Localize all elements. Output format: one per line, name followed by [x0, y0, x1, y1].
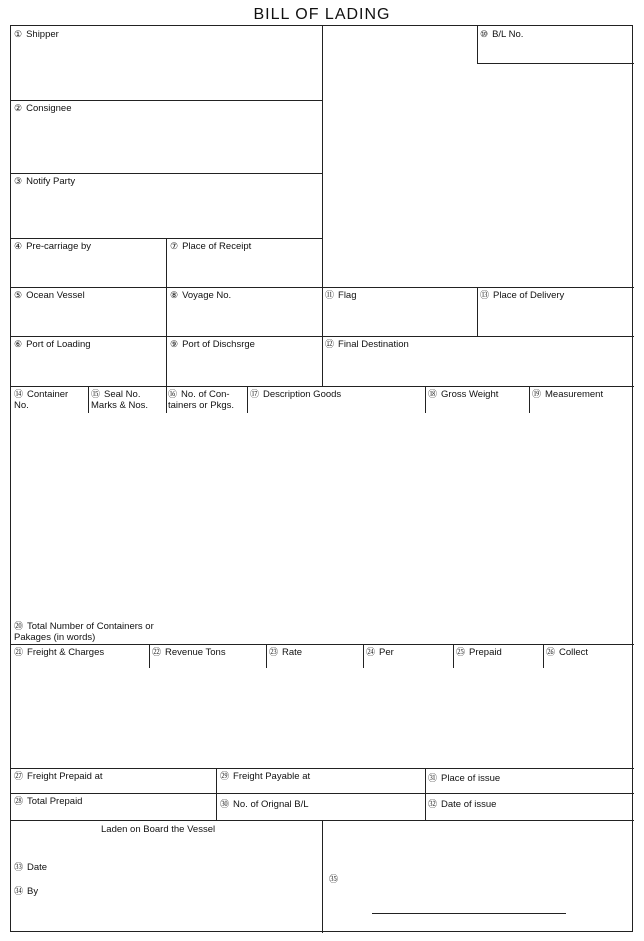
rule-freight-bottom	[11, 768, 634, 769]
document-title: BILL OF LADING	[253, 6, 391, 23]
field-measurement[interactable]: ⑲ Measurement	[532, 389, 604, 400]
field-freight-prepaid-at[interactable]: ㉗ Freight Prepaid at	[14, 771, 103, 782]
rule-payment-col1	[216, 768, 217, 820]
field-total-number[interactable]: ⑳ Total Number of Containers or Pakages (in words)	[14, 621, 154, 643]
rule-main-divider	[322, 26, 323, 386]
rule-shipper-bottom	[11, 100, 322, 101]
rule-freight-h2	[266, 644, 267, 668]
rule-goods-bottom	[11, 644, 634, 645]
rule-goods-h5	[529, 386, 530, 413]
field-final-destination[interactable]: ⑫ Final Destination	[325, 339, 409, 350]
field-revenue-tons[interactable]: ㉒ Revenue Tons	[152, 647, 226, 658]
field-date-of-issue[interactable]: ㉜ Date of issue	[428, 799, 497, 810]
field-shipper[interactable]: ① Shipper	[14, 29, 59, 40]
rule-freight-h5	[543, 644, 544, 668]
field-container-no[interactable]: ⑭ Container No.	[14, 389, 69, 411]
bill-of-lading-form	[10, 25, 633, 932]
field-pre-carriage[interactable]: ④ Pre-carriage by	[14, 241, 92, 252]
field-ocean-vessel[interactable]: ⑤ Ocean Vessel	[14, 290, 85, 301]
field-place-of-issue[interactable]: ㉛ Place of issue	[428, 773, 501, 784]
field-no-of-containers[interactable]: ⑯ No. of Con-tainers or Pkgs.	[168, 389, 234, 411]
field-notify-party[interactable]: ③ Notify Party	[14, 176, 76, 187]
rule-goods-h2	[166, 386, 167, 413]
field-per[interactable]: ㉔ Per	[366, 647, 394, 658]
field-place-of-receipt[interactable]: ⑦ Place of Receipt	[170, 241, 252, 252]
field-description-goods[interactable]: ⑰ Description Goods	[250, 389, 342, 400]
field-bl-no[interactable]: ⑩ B/L No.	[480, 29, 524, 40]
field-collect[interactable]: ㉖ Collect	[546, 647, 589, 658]
field-freight-payable-at[interactable]: ㉙ Freight Payable at	[220, 771, 311, 782]
rule-payment-col2	[425, 768, 426, 820]
field-flag[interactable]: ⑪ Flag	[325, 290, 357, 301]
field-voyage-no[interactable]: ⑧ Voyage No.	[170, 290, 232, 301]
field-signature[interactable]: ㉟	[329, 874, 339, 884]
rule-flag-divider	[477, 287, 478, 336]
field-rate[interactable]: ㉓ Rate	[269, 647, 303, 658]
signature-line	[372, 913, 566, 914]
rule-goods-h1	[88, 386, 89, 413]
field-port-of-loading[interactable]: ⑥ Port of Loading	[14, 339, 91, 350]
field-total-prepaid[interactable]: ㉘ Total Prepaid	[14, 796, 83, 807]
rule-bottom-divider	[322, 820, 323, 933]
rule-goods-h3	[247, 386, 248, 413]
rule-freight-h1	[149, 644, 150, 668]
field-gross-weight[interactable]: ⑱ Gross Weight	[428, 389, 499, 400]
rule-freight-h4	[453, 644, 454, 668]
field-no-of-original-bl[interactable]: ㉚ No. of Orignal B/L	[220, 799, 309, 810]
field-date[interactable]: ㉝ Date	[14, 862, 48, 873]
laden-on-board-label: Laden on Board the Vessel	[101, 824, 216, 835]
rule-freight-h3	[363, 644, 364, 668]
field-port-of-discharge[interactable]: ⑨ Port of Dischsrge	[170, 339, 255, 350]
field-seal-no[interactable]: ⑮ Seal No. Marks & Nos.	[91, 389, 149, 411]
rule-col2-rows	[166, 238, 167, 386]
rule-prepaid-row-bottom	[11, 793, 634, 794]
rule-bl-box-bottom	[477, 63, 634, 64]
field-consignee[interactable]: ② Consignee	[14, 103, 72, 114]
rule-bl-box-left	[477, 26, 478, 63]
field-freight-charges[interactable]: ㉑ Freight & Charges	[14, 647, 105, 658]
field-prepaid[interactable]: ㉕ Prepaid	[456, 647, 502, 658]
rule-consignee-bottom	[11, 173, 322, 174]
rule-row6-bottom	[11, 386, 634, 387]
rule-goods-h4	[425, 386, 426, 413]
field-by[interactable]: ㉞ By	[14, 886, 39, 897]
field-place-of-delivery[interactable]: ⑬ Place of Delivery	[480, 290, 565, 301]
